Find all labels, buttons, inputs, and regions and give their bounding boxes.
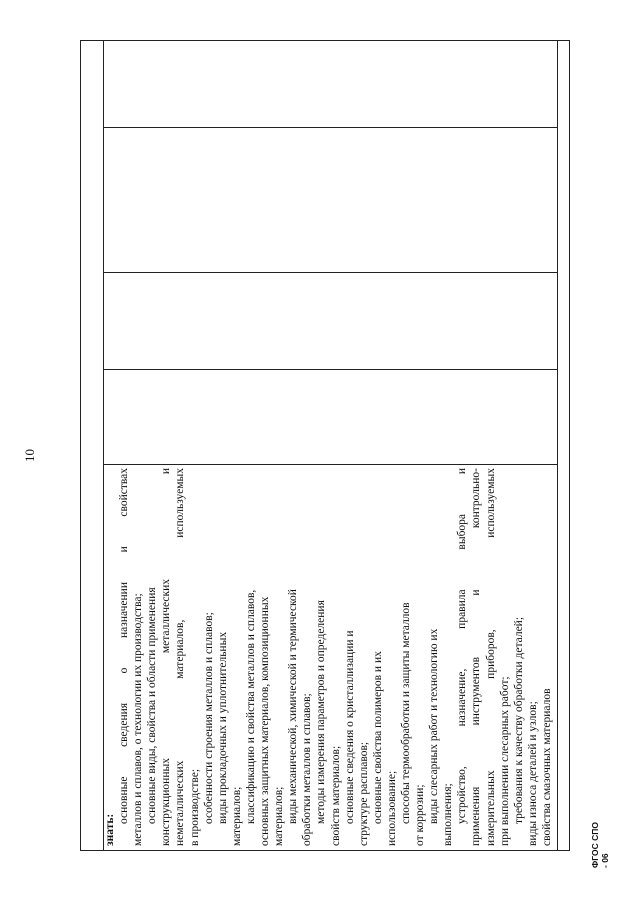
text-line: требования к качеству обработки деталей;: [512, 616, 525, 824]
text-line: свойств материалов;: [329, 745, 342, 846]
knowledge-cell: [103, 468, 554, 846]
column-divider: [103, 127, 557, 128]
text-line: основные свойства полимеров и их: [371, 651, 384, 824]
page-number: 10: [22, 449, 37, 462]
text-line: виды механической, химической и термической: [287, 589, 300, 824]
text-line: классификацию и свойства металлов и сплавов,: [244, 589, 257, 824]
table-rule: [557, 41, 558, 850]
text-line: виды слесарных работ и технологию их: [428, 628, 441, 824]
text-line: использование;: [385, 770, 398, 846]
text-line: неметаллических материалов, используемых: [174, 468, 187, 846]
text-line: обработки металлов и сплавов;: [301, 693, 314, 846]
text-line: материалов;: [273, 786, 286, 846]
cell-heading: знать:: [104, 813, 116, 846]
text-line: от коррозии;: [414, 784, 427, 846]
text-line: металлов и сплавов, о технологии их производства;: [132, 593, 145, 846]
text-line: выполнения;: [442, 783, 455, 846]
text-line: свойства смазочных материалов: [540, 688, 553, 846]
column-divider: [103, 464, 557, 465]
text-line: в производстве;: [188, 768, 201, 846]
text-line: при выполнении слесарных работ;: [498, 676, 511, 846]
text-line: основные сведения о кристаллизации и: [343, 630, 356, 824]
text-line: основные сведения о назначении и свойствах: [118, 468, 131, 824]
text-line: особенности строения металлов и сплавов;: [202, 612, 215, 824]
text-line: устройство, назначение, правила выбора и: [456, 468, 469, 824]
text-line: способы термообработки и защиты металлов: [399, 602, 412, 824]
text-line: применения инструментов и контрольно-: [470, 468, 483, 846]
text-line: измерительных приборов, используемых: [484, 468, 497, 846]
text-line: основные виды, свойства и области применения: [146, 587, 159, 824]
text-line: основных защитных материалов, композиционных: [259, 596, 272, 846]
text-line: виды прокладочных и уплотнительных: [216, 631, 229, 824]
text-line: структуре расплавов;: [357, 741, 370, 846]
footer-label: ФГОС СПО - 06: [590, 822, 610, 868]
text-line: материалов;: [230, 786, 243, 846]
column-divider: [103, 272, 557, 273]
table: [80, 40, 570, 851]
text-line: методы измерения параметров и определения: [315, 600, 328, 824]
rotated-page: [80, 40, 570, 851]
text-line: виды износа деталей и узлов;: [526, 701, 539, 846]
column-divider: [103, 369, 557, 370]
text-line: конструкционных металлических и: [160, 468, 173, 846]
